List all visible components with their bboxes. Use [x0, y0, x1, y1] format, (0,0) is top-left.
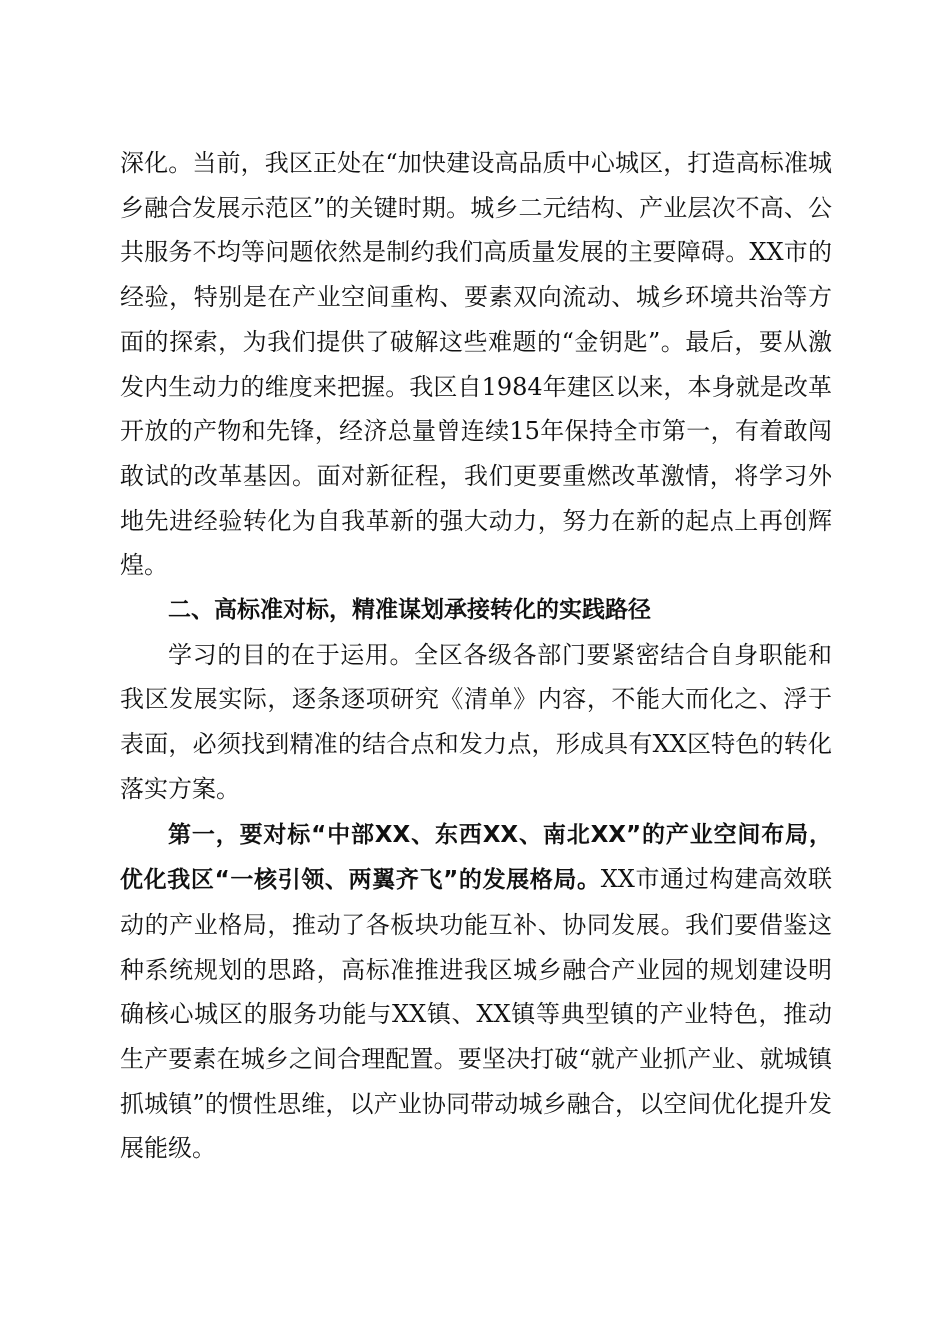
section-heading-2: 二、高标准对标，精准谋划承接转化的实践路径: [168, 597, 651, 624]
first-point-lead: 第一，要对标“中部XX、东西XX、南北XX”的产业空间布局，优化我区“一核引领、两翼齐飞”的发展格局。: [120, 821, 832, 894]
body-paragraph-continued: 深化。当前，我区正处在“加快建设高品质中心城区，打造高标准城乡融合发展示范区”的关键时期。城乡二元结构、产业层次不高、公共服务不均等问题依然是制约我们高质量发展的主要障碍。XX市的经验，特别是在产业空间重构、要素双向流动、城乡环境共治等方面的探索，为我们提供了破解这些难题的“金钥匙”。最后，要从激发内生动力的维度来把握。我区自1984年建区以来，本身就是改革开放的产物和先锋，经济总量曾连续15年保持全市第一，有着敢闯敢试的改革基因。面对新征程，我们更要重燃改革激情，将学习外地先进经验转化为自我革新的强大动力，努力在新的起点上再创辉煌。: [120, 149, 832, 580]
document-page: [120, 141, 832, 1171]
first-point-body: XX市通过构建高效联动的产业格局，推动了各板块功能互补、协同发展。我们要借鉴这种系统规划的思路，高标准推进我区城乡融合产业园的规划建设明确核心城区的服务功能与XX镇、XX镇等典型镇的产业特色，推动生产要素在城乡之间合理配置。要坚决打破“就产业抓产业、就城镇抓城镇”的惯性思维，以产业协同带动城乡融合，以空间优化提升发展能级。: [120, 865, 833, 1163]
body-paragraph-intro: 学习的目的在于运用。全区各级各部门要紧密结合自身职能和我区发展实际，逐条逐项研究《清单》内容，不能大而化之、浮于表面，必须找到精准的结合点和发力点，形成具有XX区特色的转化落实方案。: [120, 640, 832, 803]
body-paragraph-first-point: [120, 812, 832, 1172]
